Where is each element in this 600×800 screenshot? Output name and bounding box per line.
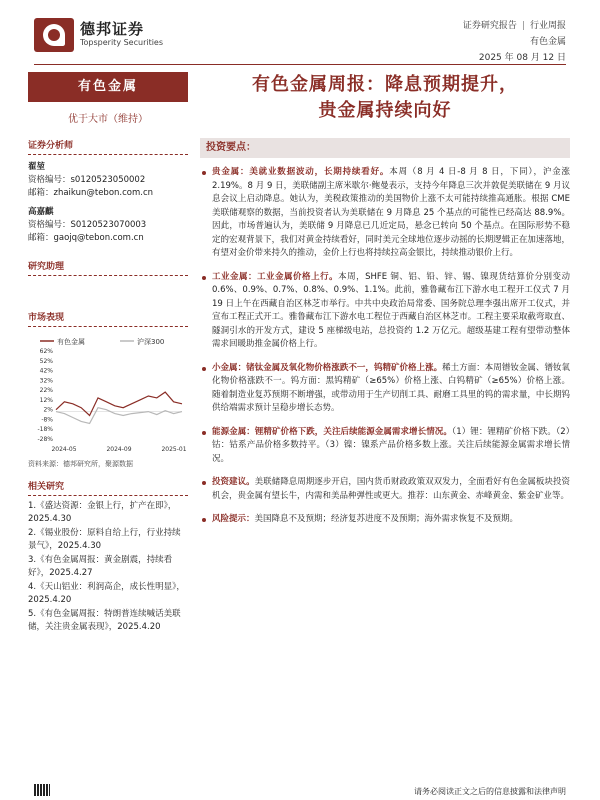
- report-date: 2025 年 08 月 12 日: [478, 53, 566, 63]
- analyst-license: 资格编号：S0120523070003: [28, 220, 147, 230]
- y-tick-label: -18%: [37, 426, 53, 434]
- related-section-title: 相关研究: [28, 479, 188, 496]
- x-tick-label: 2025-01: [161, 446, 187, 453]
- logo-cn-text: 德邦证券: [80, 20, 145, 38]
- legend-label: 有色金属: [57, 338, 85, 346]
- market-section-title: 市场表现: [28, 310, 188, 327]
- analyst-email[interactable]: 邮箱：zhaikun@tebon.com.cn: [28, 188, 154, 198]
- title-line-2: 贵金属持续向好: [318, 100, 452, 121]
- market-chart: [28, 335, 188, 455]
- point-body: 美联储降息周期逐步开启，国内货币财政政策双双发力，全面看好有色金属板块投资机会，贵金属有望长牛，内需和美品种弹性或更大。推荐：山东黄金、赤峰黄金、紫金矿业等。: [212, 477, 570, 501]
- qr-code-icon: [34, 784, 50, 796]
- report-type: 证券研究报告: [462, 21, 517, 31]
- analyst-name: 翟堃: [28, 162, 46, 172]
- report-type-line: [463, 18, 566, 34]
- point-energy-metals: [200, 426, 570, 467]
- related-list: [28, 500, 188, 634]
- related-item[interactable]: 1.《盛达资源：金银上行，扩产在即》，2025.4.30: [28, 501, 177, 524]
- point-risk-warning: [200, 513, 570, 527]
- meta-separator: |: [521, 21, 525, 31]
- report-category: 行业周报: [529, 21, 566, 31]
- y-tick-label: 22%: [39, 387, 53, 395]
- related-item[interactable]: 2.《锡业股份：原料自给上行，行业持续景气》，2025.4.30: [28, 528, 181, 551]
- sidebar: [28, 72, 188, 635]
- investment-points: [200, 166, 570, 527]
- point-lead: 工业金属：工业金属价格上行。: [212, 271, 339, 282]
- related-item[interactable]: 4.《天山铝业：利润高企，成长性明显》，2025.4.20: [28, 582, 185, 605]
- y-tick-label: 2%: [43, 406, 53, 414]
- logo-mark-icon: [34, 18, 74, 52]
- y-tick-label: 52%: [39, 357, 53, 365]
- y-tick-label: 32%: [39, 377, 53, 385]
- logo-en-text: Topsperity Securities: [80, 38, 164, 47]
- related-item[interactable]: 5.《有色金属周报：特朗普连续喊话美联储，关注贵金属表现》，2025.4.20: [28, 609, 181, 632]
- related-item[interactable]: 3.《有色金属周报：黄金剧震，持续看好》，2025.4.27: [28, 555, 173, 578]
- y-tick-label: 62%: [39, 348, 53, 355]
- sector-box: 有色金属: [28, 72, 188, 102]
- point-body: （1）锂：锂精矿价格下跌。（2）钴：钴系产品价格多数持平。（3）镍：镍系产品价格多数上涨。关注后续能源金属需求增长情况。: [212, 426, 570, 464]
- assistant-section-title: 研究助理: [28, 259, 188, 276]
- point-industrial-metals: [200, 271, 570, 352]
- y-tick-label: 42%: [39, 367, 53, 375]
- footer-disclaimer: 请务必阅读正文之后的信息披露和法律声明: [414, 787, 566, 796]
- investment-points-header: 投资要点：: [200, 138, 570, 158]
- point-body: 本周（8 月 4 日-8 月 8 日，下同），沪金涨 2.19%。8 月 9 日，美联储副主席米歇尔·鲍曼表示，支持今年降息三次并敦促美联储在 9 月议息会议上启动降息。她认为，美税政策推动的美国物价上涨不太可能持续推高通胀。根据 CME 美联储观察的数据，当前投资者认为美联储在 9 月降息 25 个基点的可能性已经高达 88.9%。因此，市场普遍认为，美联储 9 月降息已几近定局，悬念已转向 50 个基点。在国际形势不稳定的宏观背景下，我们对黄金持续看好，同时美元全球地位逐步动摇的长期逻辑正在加速落地，有望对金价带来持久的推动，金价上行也将持续拉高金银比，持续推动银价上行。: [212, 167, 570, 258]
- main-content: [200, 72, 570, 537]
- point-minor-metals: [200, 362, 570, 416]
- assistant-spacer: [28, 276, 188, 290]
- x-tick-label: 2024-09: [106, 446, 132, 453]
- point-body: 稀土方面：本周镨钕金属、镨钕氧化物价格涨跌不一。钨方面：黑钨精矿（≥65%）价格上涨、白钨精矿（≥65%）价格上涨。随着制造业复苏预期不断增强，或带动用于生产切削工具、耐磨工具里的钨的需求量，中长期钨供给端需求预计呈稳步增长态势。: [212, 362, 570, 413]
- y-tick-label: 12%: [39, 396, 53, 404]
- title-line-1: 有色金属周报：降息预期提升，: [252, 74, 518, 95]
- point-lead: 投资建议。: [212, 477, 255, 487]
- point-investment-advice: [200, 476, 570, 503]
- report-meta: [463, 18, 566, 66]
- y-tick-label: -28%: [37, 436, 53, 443]
- analyst-1: [28, 161, 188, 200]
- point-lead: 能源金属：锂精矿价格下跌，关注后续能源金属需求增长情况。: [212, 426, 452, 437]
- legend-label: 沪深300: [137, 338, 165, 346]
- y-tick-label: -8%: [41, 416, 53, 424]
- series-line: [56, 408, 182, 424]
- report-title: [200, 72, 570, 124]
- analyst-section-title: 证券分析师: [28, 138, 188, 155]
- market-chart-svg: [28, 335, 188, 455]
- point-lead: 贵金属：美就业数据波动，长期持续看好。: [212, 167, 390, 177]
- analyst-license: 资格编号：s0120523050002: [28, 175, 146, 185]
- rating: 优于大市（维持）: [68, 114, 148, 125]
- report-sector: 有色金属: [529, 37, 566, 47]
- analyst-email[interactable]: 邮箱：gaojq@tebon.com.cn: [28, 233, 144, 243]
- point-precious-metals: [200, 166, 570, 261]
- analyst-2: [28, 206, 188, 245]
- point-body: 本周，SHFE 铜、铝、铅、锌、锡、镍现货结算价分别变动 0.6%、0.9%、0.7%、0.8%、0.9%、1.1%。此前，雅鲁藏布江下游水电工程开工仪式 7 月 19 日上午在西藏自治区林芝市举行。中共中央政治局常委、国务院总理李强出席开工仪式，并宣布工程正式开工。雅鲁藏布江下游水电工程位于西藏自治区林芝市。工程主要采取截弯取直、隧洞引水的开发方式，建设 5 座梯级电站，总投资约 1.2 万亿元。超级基建工程有望带动整体需求回暖助推金属价格上行。: [212, 271, 570, 349]
- analyst-name: 高嘉麒: [28, 207, 54, 217]
- x-tick-label: 2024-05: [51, 446, 77, 453]
- point-lead: 小金属：锗钛金属及氧化物价格涨跌不一，钨精矿价格上涨。: [212, 362, 443, 373]
- point-lead: 风险提示：: [212, 514, 255, 524]
- chart-source: 资料来源：德邦研究所，聚源数据: [28, 460, 133, 468]
- company-logo: [34, 16, 174, 56]
- point-body: 美国降息不及预期；经济复苏进度不及预期；海外需求恢复不及预期。: [254, 514, 519, 524]
- header-divider: [34, 64, 566, 65]
